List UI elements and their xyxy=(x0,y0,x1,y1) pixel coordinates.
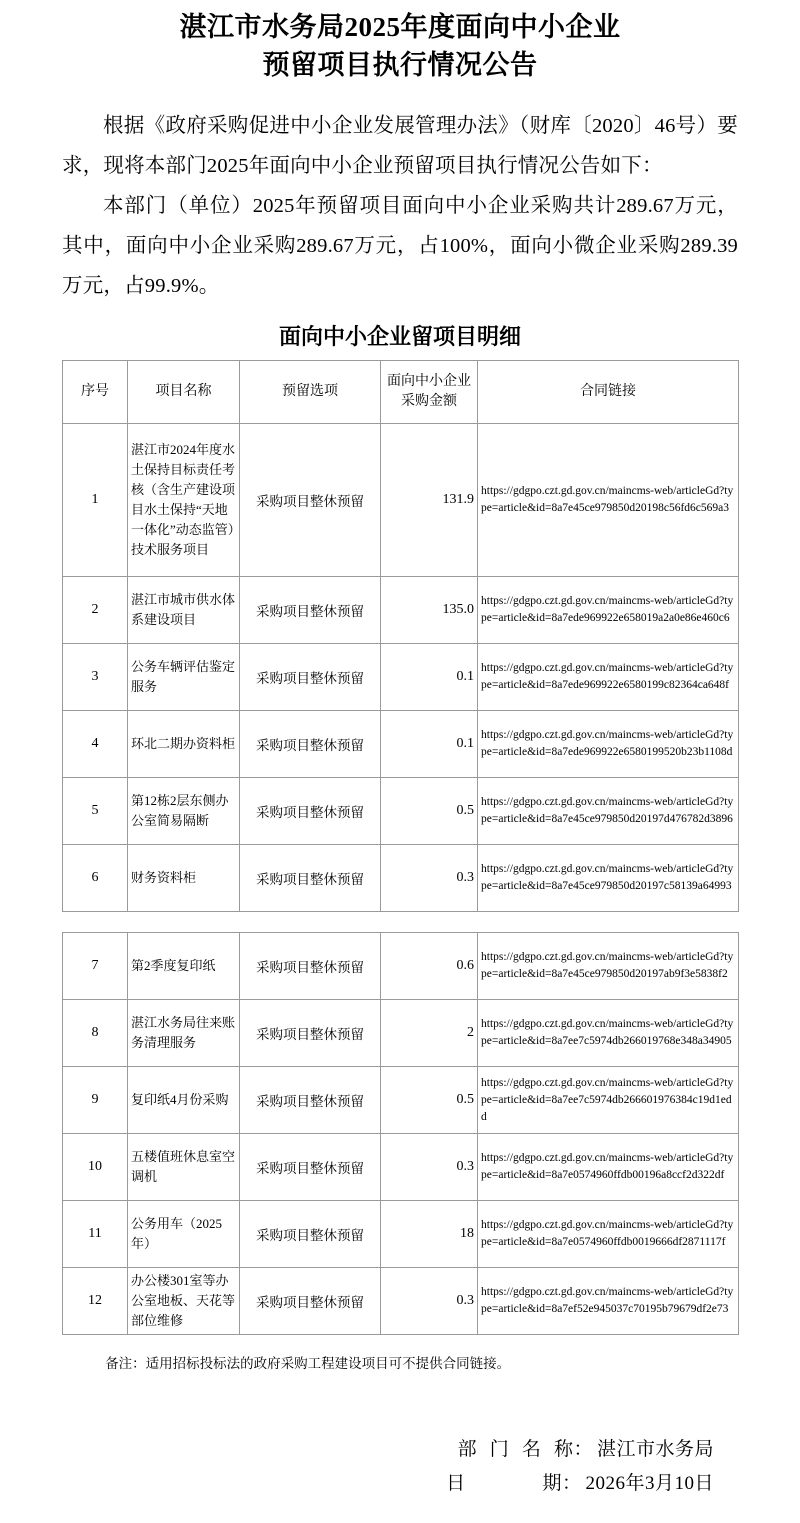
signature-department-value: 湛江市水务局 xyxy=(596,1439,714,1460)
cell-amount: 0.3 xyxy=(381,1268,478,1335)
table-caption: 面向中小企业留项目明细 xyxy=(278,324,521,349)
cell-amount: 0.3 xyxy=(381,845,478,912)
cell-link[interactable]: https://gdgpo.czt.gd.gov.cn/maincms-web/articleGd?type=article&id=8a7ee7c5974db266601976384c19d1edd xyxy=(478,1067,739,1134)
column-header-seq: 序号 xyxy=(63,361,128,424)
cell-seq: 10 xyxy=(63,1134,128,1201)
cell-option: 采购项目整休预留 xyxy=(240,1000,381,1067)
cell-option: 采购项目整休预留 xyxy=(240,1201,381,1268)
cell-name: 第2季度复印纸 xyxy=(128,933,240,1000)
signature-date-label: 日期 xyxy=(446,1473,562,1494)
paragraph-summary: 本部门（单位）2025年预留项目面向中小企业采购共计289.67万元，其中，面向中小企业采购289.67万元，占100%，面向小微企业采购289.39万元，占99.9%。 xyxy=(62,195,738,297)
body-text xyxy=(62,84,738,306)
table-row xyxy=(63,845,739,912)
cell-link[interactable]: https://gdgpo.czt.gd.gov.cn/maincms-web/articleGd?type=article&id=8a7ede969922e6580199c82364ca648f xyxy=(478,644,739,711)
table-header xyxy=(63,361,739,424)
cell-link[interactable]: https://gdgpo.czt.gd.gov.cn/maincms-web/articleGd?type=article&id=8a7e45ce979850d20197c58139a64993 xyxy=(478,845,739,912)
cell-option: 采购项目整休预留 xyxy=(240,1268,381,1335)
cell-amount: 0.5 xyxy=(381,1067,478,1134)
cell-link[interactable]: https://gdgpo.czt.gd.gov.cn/maincms-web/articleGd?type=article&id=8a7e45ce979850d20198c56fd6c569a3 xyxy=(478,424,739,577)
cell-name: 湛江市2024年度水土保持目标责任考核（含生产建设项目水土保持“天地一体化”动态监管）技术服务项目 xyxy=(128,424,240,577)
signature-date-value: 2026年3月10日 xyxy=(585,1473,714,1494)
cell-option: 采购项目整休预留 xyxy=(240,424,381,577)
cell-link[interactable]: https://gdgpo.czt.gd.gov.cn/maincms-web/articleGd?type=article&id=8a7e0574960ffdb0019666df2871117f xyxy=(478,1201,739,1268)
cell-seq: 2 xyxy=(63,577,128,644)
column-header-amount: 面向中小企业采购金额 xyxy=(381,361,478,424)
table-row xyxy=(63,424,739,577)
cell-link[interactable]: https://gdgpo.czt.gd.gov.cn/maincms-web/articleGd?type=article&id=8a7ef52e945037c70195b79679df2e73 xyxy=(478,1268,739,1335)
cell-name: 环北二期办资料柜 xyxy=(128,711,240,778)
cell-option: 采购项目整休预留 xyxy=(240,644,381,711)
cell-option: 采购项目整休预留 xyxy=(240,711,381,778)
table-row xyxy=(63,1268,739,1335)
table-row xyxy=(63,778,739,845)
column-header-link: 合同链接 xyxy=(478,361,739,424)
signature-date-colon: ： xyxy=(561,1473,582,1494)
cell-name: 五楼值班休息室空调机 xyxy=(128,1134,240,1201)
title-line-1: 湛江市水务局2025年度面向中小企业 xyxy=(179,12,621,42)
table-footnote: 备注：适用招标投标法的政府采购工程建设项目可不提供合同链接。 xyxy=(105,1356,511,1371)
cell-link[interactable]: https://gdgpo.czt.gd.gov.cn/maincms-web/articleGd?type=article&id=8a7ee7c5974db266019768e348a34905 xyxy=(478,1000,739,1067)
cell-seq: 6 xyxy=(63,845,128,912)
detail-table-part-2 xyxy=(62,932,739,1335)
cell-amount: 2 xyxy=(381,1000,478,1067)
cell-name: 公务车辆评估鉴定服务 xyxy=(128,644,240,711)
detail-table-part-1 xyxy=(62,360,739,912)
cell-name: 湛江水务局往来账务清理服务 xyxy=(128,1000,240,1067)
signature-department xyxy=(458,1433,714,1467)
cell-seq: 1 xyxy=(63,424,128,577)
title-line-2: 预留项目执行情况公告 xyxy=(262,50,538,80)
cell-amount: 0.5 xyxy=(381,778,478,845)
cell-amount: 0.6 xyxy=(381,933,478,1000)
cell-amount: 131.9 xyxy=(381,424,478,577)
page-title xyxy=(60,0,740,84)
cell-name: 复印纸4月份采购 xyxy=(128,1067,240,1134)
cell-link[interactable]: https://gdgpo.czt.gd.gov.cn/maincms-web/articleGd?type=article&id=8a7ede969922e6580199520b23b1108d xyxy=(478,711,739,778)
table-row xyxy=(63,1201,739,1268)
cell-amount: 0.3 xyxy=(381,1134,478,1201)
cell-name: 湛江市城市供水体系建设项目 xyxy=(128,577,240,644)
column-header-name: 项目名称 xyxy=(128,361,240,424)
detail-table-container xyxy=(62,360,738,1335)
cell-amount: 18 xyxy=(381,1201,478,1268)
cell-link[interactable]: https://gdgpo.czt.gd.gov.cn/maincms-web/articleGd?type=article&id=8a7e45ce979850d20197d476782d3896 xyxy=(478,778,739,845)
cell-seq: 9 xyxy=(63,1067,128,1134)
cell-link[interactable]: https://gdgpo.czt.gd.gov.cn/maincms-web/articleGd?type=article&id=8a7ede969922e658019a2a0e86e460c6 xyxy=(478,577,739,644)
cell-seq: 8 xyxy=(63,1000,128,1067)
cell-amount: 0.1 xyxy=(381,644,478,711)
cell-name: 财务资料柜 xyxy=(128,845,240,912)
page-break-gap xyxy=(62,912,738,932)
table-row xyxy=(63,577,739,644)
signature-block xyxy=(0,1433,800,1501)
cell-option: 采购项目整休预留 xyxy=(240,778,381,845)
cell-seq: 12 xyxy=(63,1268,128,1335)
signature-department-label: 部门名称 xyxy=(457,1439,574,1460)
cell-amount: 0.1 xyxy=(381,711,478,778)
table-row xyxy=(63,711,739,778)
cell-seq: 5 xyxy=(63,778,128,845)
cell-name: 办公楼301室等办公室地板、天花等部位维修 xyxy=(128,1268,240,1335)
cell-option: 采购项目整休预留 xyxy=(240,1067,381,1134)
signature-department-colon: ： xyxy=(573,1439,593,1460)
table-body-part-2 xyxy=(63,933,739,1335)
signature-date xyxy=(446,1467,714,1501)
table-body-part-1 xyxy=(63,424,739,912)
cell-link[interactable]: https://gdgpo.czt.gd.gov.cn/maincms-web/articleGd?type=article&id=8a7e0574960ffdb00196a8ccf2d322df xyxy=(478,1134,739,1201)
table-row xyxy=(63,1000,739,1067)
table-row xyxy=(63,933,739,1000)
cell-seq: 4 xyxy=(63,711,128,778)
cell-name: 公务用车（2025年） xyxy=(128,1201,240,1268)
table-row xyxy=(63,644,739,711)
cell-name: 第12栋2层东侧办公室简易隔断 xyxy=(128,778,240,845)
table-header-row xyxy=(63,361,739,424)
cell-link[interactable]: https://gdgpo.czt.gd.gov.cn/maincms-web/articleGd?type=article&id=8a7e45ce979850d20197ab9f3e5838f2 xyxy=(478,933,739,1000)
cell-seq: 3 xyxy=(63,644,128,711)
cell-option: 采购项目整休预留 xyxy=(240,1134,381,1201)
table-row xyxy=(63,1134,739,1201)
cell-option: 采购项目整休预留 xyxy=(240,845,381,912)
cell-seq: 11 xyxy=(63,1201,128,1268)
cell-option: 采购项目整休预留 xyxy=(240,577,381,644)
column-header-option: 预留选项 xyxy=(240,361,381,424)
cell-amount: 135.0 xyxy=(381,577,478,644)
cell-option: 采购项目整休预留 xyxy=(240,933,381,1000)
paragraph-basis: 根据《政府采购促进中小企业发展管理办法》（财库〔2020〕46号）要求，现将本部门2025年面向中小企业预留项目执行情况公告如下： xyxy=(62,115,738,177)
cell-seq: 7 xyxy=(63,933,128,1000)
table-row xyxy=(63,1067,739,1134)
